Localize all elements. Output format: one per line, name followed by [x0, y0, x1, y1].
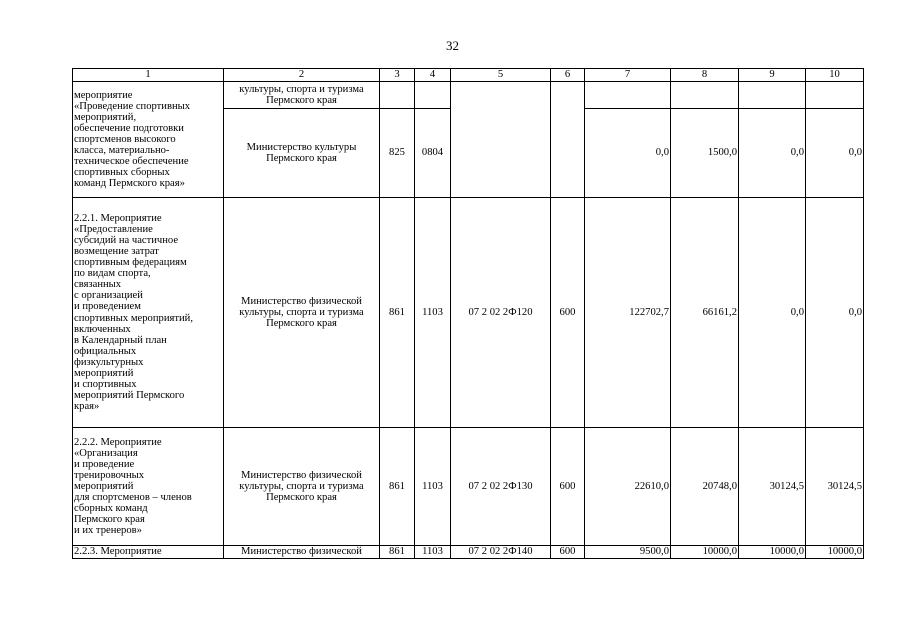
- empty-cell: [739, 82, 806, 109]
- executor-cell: культуры, спорта и туризма Пермского края: [224, 82, 380, 109]
- grbs-code-cell: 861: [380, 428, 415, 546]
- activity-description: мероприятие «Проведение спортивных мероприятий, обеспечение подготовки спортсменов высокого класса, материально- техническое обеспечение спортивных сборных команд Пермского края»: [73, 82, 224, 198]
- empty-cell: [380, 82, 415, 109]
- column-number: 8: [671, 69, 739, 82]
- target-article-cell: [451, 82, 551, 198]
- expense-type-cell: 600: [551, 198, 585, 428]
- amount-cell: 9500,0: [585, 546, 671, 559]
- column-number-row: [73, 69, 864, 82]
- amount-cell: 30124,5: [739, 428, 806, 546]
- amount-cell: 66161,2: [671, 198, 739, 428]
- target-article-cell: 07 2 02 2Ф140: [451, 546, 551, 559]
- activity-description: 2.2.1. Мероприятие «Предоставление субсидий на частичное возмещение затрат спортивным федерациям по видам спорта, связанных с организацией и проведением спортивных мероприятий, включенных в Календарный план официальных физкультурных мероприятий и спортивных мероприятий Пермского края»: [73, 198, 224, 428]
- amount-cell: 22610,0: [585, 428, 671, 546]
- amount-cell: 20748,0: [671, 428, 739, 546]
- column-number: 2: [224, 69, 380, 82]
- target-article-cell: 07 2 02 2Ф130: [451, 428, 551, 546]
- target-article-cell: 07 2 02 2Ф120: [451, 198, 551, 428]
- amount-cell: 30124,5: [806, 428, 864, 546]
- empty-cell: [585, 82, 671, 109]
- table-row: [73, 546, 864, 559]
- expense-type-cell: 600: [551, 546, 585, 559]
- section-code-cell: 0804: [415, 109, 451, 198]
- amount-cell: 0,0: [739, 109, 806, 198]
- column-number: 5: [451, 69, 551, 82]
- executor-cell: Министерство культуры Пермского края: [224, 109, 380, 198]
- executor-cell: Министерство физической культуры, спорта и туризма Пермского края: [224, 428, 380, 546]
- grbs-code-cell: 825: [380, 109, 415, 198]
- amount-cell: 10000,0: [671, 546, 739, 559]
- amount-cell: 10000,0: [806, 546, 864, 559]
- empty-cell: [806, 82, 864, 109]
- grbs-code-cell: 861: [380, 198, 415, 428]
- amount-cell: 0,0: [585, 109, 671, 198]
- amount-cell: 10000,0: [739, 546, 806, 559]
- table-row: [73, 428, 864, 546]
- expense-type-cell: [551, 82, 585, 198]
- amount-cell: 122702,7: [585, 198, 671, 428]
- grbs-code-cell: 861: [380, 546, 415, 559]
- empty-cell: [415, 82, 451, 109]
- activity-description: 2.2.3. Мероприятие: [73, 546, 224, 559]
- column-number: 4: [415, 69, 451, 82]
- expense-type-cell: 600: [551, 428, 585, 546]
- column-number: 1: [73, 69, 224, 82]
- column-number: 9: [739, 69, 806, 82]
- executor-cell: Министерство физической: [224, 546, 380, 559]
- budget-table: [72, 68, 864, 559]
- executor-cell: Министерство физической культуры, спорта и туризма Пермского края: [224, 198, 380, 428]
- section-code-cell: 1103: [415, 428, 451, 546]
- section-code-cell: 1103: [415, 198, 451, 428]
- table-row: [73, 82, 864, 109]
- table-row: [73, 198, 864, 428]
- column-number: 3: [380, 69, 415, 82]
- column-number: 6: [551, 69, 585, 82]
- amount-cell: 0,0: [739, 198, 806, 428]
- activity-description: 2.2.2. Мероприятие «Организация и проведение тренировочных мероприятий для спортсменов – членов сборных команд Пермского края и их тренеров»: [73, 428, 224, 546]
- section-code-cell: 1103: [415, 546, 451, 559]
- page-number: 32: [446, 38, 459, 53]
- empty-cell: [671, 82, 739, 109]
- column-number: 10: [806, 69, 864, 82]
- column-number: 7: [585, 69, 671, 82]
- amount-cell: 0,0: [806, 109, 864, 198]
- amount-cell: 0,0: [806, 198, 864, 428]
- amount-cell: 1500,0: [671, 109, 739, 198]
